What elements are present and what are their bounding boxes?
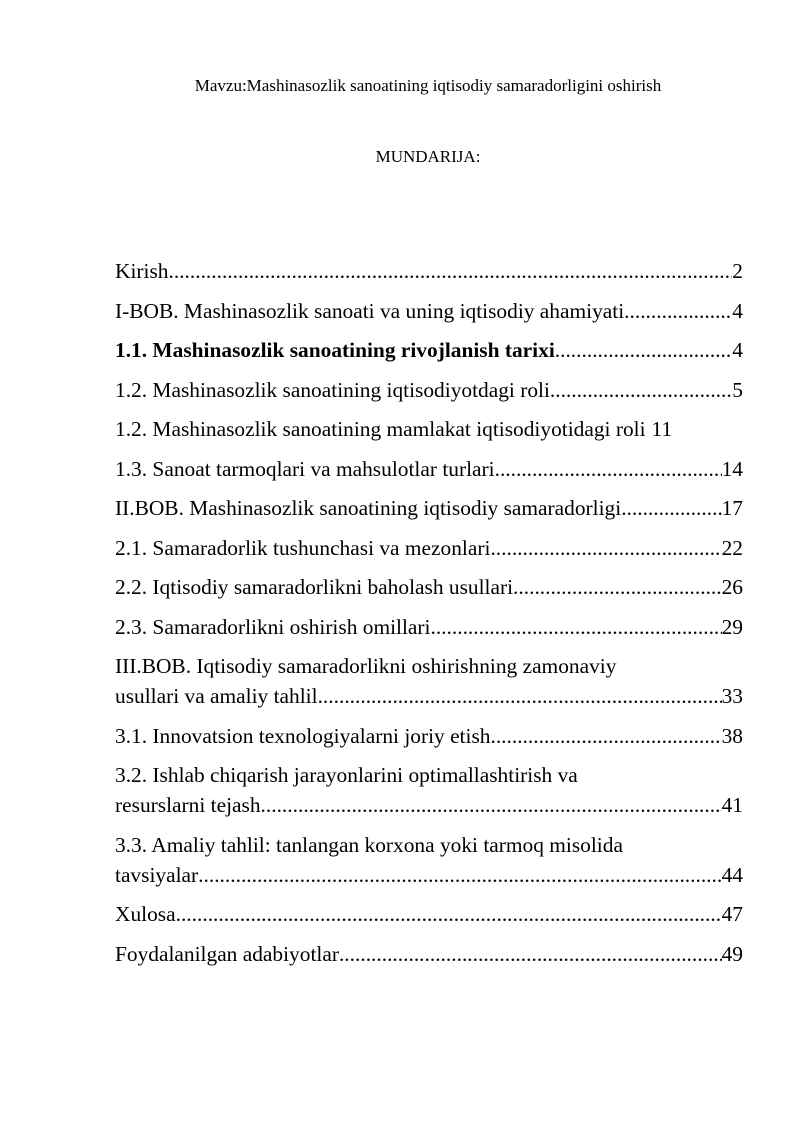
toc-entry-page: 29 xyxy=(721,614,743,639)
toc-entry-kirish[interactable] xyxy=(115,256,743,286)
toc-dot-leader xyxy=(513,572,722,602)
toc-entry-label: Foydalanilgan adabiyotlar xyxy=(115,941,339,966)
toc-entry-page: 2 xyxy=(732,259,743,283)
toc-entry-page: 33 xyxy=(721,684,743,708)
toc-entry-page: 41 xyxy=(721,793,743,817)
toc-entry-label-line2: tavsiyalar xyxy=(115,862,199,887)
toc-entry-page: 11 xyxy=(651,417,673,441)
toc-entry-2-3[interactable] xyxy=(115,612,743,642)
toc-entry-label-line1: 3.3. Amaliy tahlil: tanlangan korxona yoki tarmoq misolida xyxy=(115,832,623,857)
toc-entry-1-2-b[interactable] xyxy=(115,414,743,444)
toc-dot-leader xyxy=(550,375,732,405)
contents-heading: MUNDARIJA: xyxy=(375,147,481,166)
toc-entry-label: II.BOB. Mashinasozlik sanoatining iqtisodiy samaradorligi xyxy=(115,496,622,520)
document-topic: Mavzu:Mashinasozlik sanoatining iqtisodiy samaradorligini oshirish xyxy=(194,76,662,95)
table-of-contents xyxy=(115,256,743,978)
toc-entry-label: 1.3. Sanoat tarmoqlari va mahsulotlar turlari xyxy=(115,456,495,481)
toc-entry-label: 1.1. Mashinasozlik sanoatining rivojlanish tarixi xyxy=(115,338,555,362)
toc-entry-2-2[interactable] xyxy=(115,572,743,602)
toc-dot-leader xyxy=(318,681,722,711)
toc-dot-leader xyxy=(198,860,721,890)
toc-entry-label: Kirish xyxy=(115,259,169,283)
toc-entry-page: 22 xyxy=(721,535,743,560)
toc-dot-leader xyxy=(555,335,733,365)
toc-entry-label: Xulosa xyxy=(115,902,176,926)
toc-dot-leader xyxy=(430,612,721,642)
toc-entry-2-1[interactable] xyxy=(115,533,743,563)
toc-entry-references[interactable] xyxy=(115,939,743,969)
toc-entry-page: 5 xyxy=(732,377,743,402)
toc-entry-label: I-BOB. Mashinasozlik sanoati va uning iqtisodiy ahamiyati xyxy=(115,298,625,323)
toc-entry-3-1[interactable] xyxy=(115,721,743,751)
toc-entry-page: 14 xyxy=(721,456,743,481)
toc-entry-label: 1.2. Mashinasozlik sanoatining iqtisodiyotdagi roli xyxy=(115,377,550,402)
toc-entry-label: 2.2. Iqtisodiy samaradorlikni baholash usullari xyxy=(115,575,514,599)
toc-dot-leader xyxy=(495,454,722,484)
toc-entry-page: 4 xyxy=(732,338,743,362)
toc-entry-chapter-2[interactable] xyxy=(115,493,743,523)
toc-dot-leader xyxy=(176,899,722,929)
toc-entry-label: 3.1. Innovatsion texnologiyalarni joriy etish xyxy=(115,723,491,748)
toc-entry-label-line1: III.BOB. Iqtisodiy samaradorlikni oshirishning zamonaviy xyxy=(115,654,617,678)
toc-dot-leader xyxy=(621,493,721,523)
toc-entry-xulosa[interactable] xyxy=(115,899,743,929)
toc-dot-leader xyxy=(168,256,732,286)
toc-dot-leader xyxy=(490,533,721,563)
toc-dot-leader xyxy=(261,790,722,820)
toc-entry-chapter-1[interactable] xyxy=(115,296,743,326)
toc-entry-3-3[interactable] xyxy=(115,830,743,890)
toc-entry-page: 4 xyxy=(732,298,743,323)
toc-dot-leader xyxy=(490,721,721,751)
toc-entry-1-2-a[interactable] xyxy=(115,375,743,405)
toc-entry-page: 47 xyxy=(721,902,743,926)
toc-entry-page: 44 xyxy=(721,862,743,887)
toc-entry-label-line1: 3.2. Ishlab chiqarish jarayonlarini optimallashtirish va xyxy=(115,763,578,787)
toc-entry-label-line2: usullari va amaliy tahlil xyxy=(115,684,318,708)
toc-entry-chapter-3[interactable] xyxy=(115,651,743,711)
toc-dot-leader xyxy=(624,296,732,326)
toc-entry-1-3[interactable] xyxy=(115,454,743,484)
toc-dot-leader xyxy=(339,939,722,969)
toc-entry-3-2[interactable] xyxy=(115,760,743,820)
toc-entry-label-line2: resurslarni tejash xyxy=(115,793,261,817)
toc-entry-label: 2.1. Samaradorlik tushunchasi va mezonlari xyxy=(115,535,491,560)
toc-entry-page: 17 xyxy=(721,496,743,520)
toc-entry-page: 49 xyxy=(721,941,743,966)
toc-entry-1-1[interactable] xyxy=(115,335,743,365)
toc-entry-page: 38 xyxy=(721,723,743,748)
toc-entry-page: 26 xyxy=(721,575,743,599)
toc-entry-label: 1.2. Mashinasozlik sanoatining mamlakat iqtisodiyotidagi roli xyxy=(115,417,646,441)
toc-entry-label: 2.3. Samaradorlikni oshirish omillari xyxy=(115,614,431,639)
